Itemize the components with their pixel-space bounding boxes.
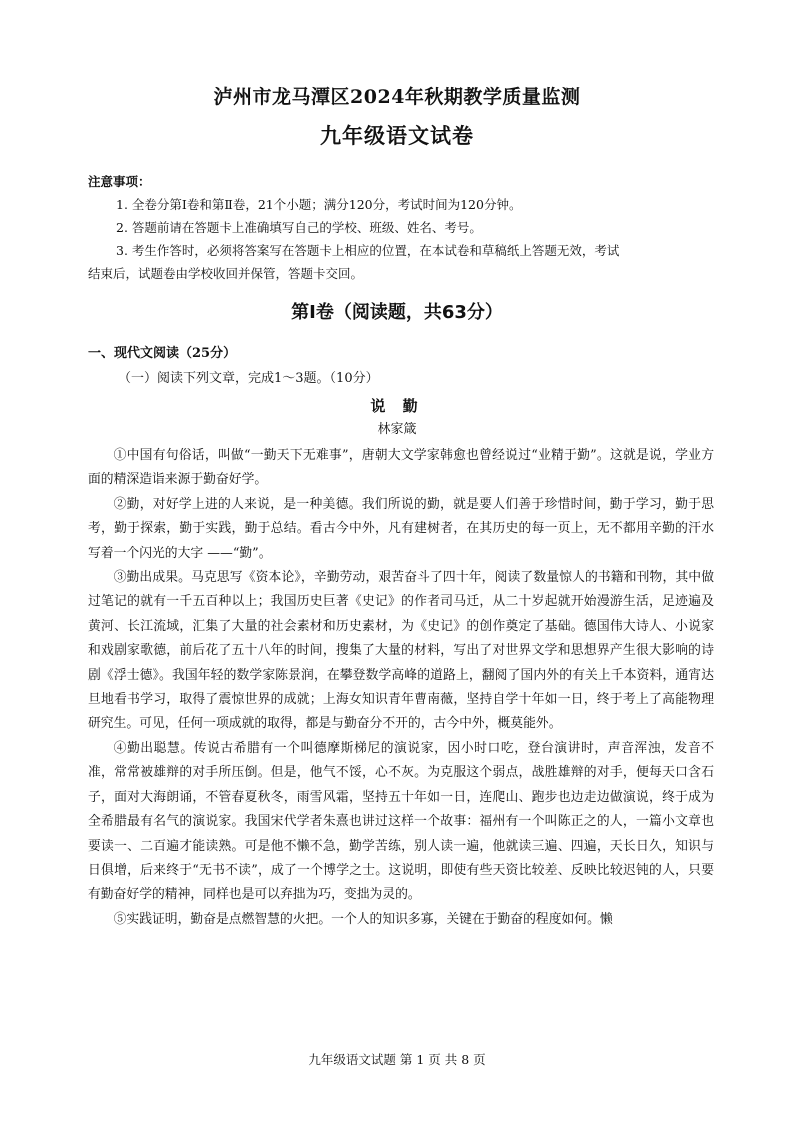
notice-item-3-continued: 结束后，试题卷由学校收回并保管，答题卡交回。 xyxy=(88,266,364,281)
notice-block xyxy=(88,170,718,285)
article-paragraph-2: ②勤，对好学上进的人来说，是一种美德。我们所说的勤，就是要人们善于珍惜时间，勤于学习，勤于思考，勤于探索，勤于实践，勤于总结。看古今中外，凡有建树者，在其历史的每一页上，无不都用辛勤的汗水写着一个闪光的大字 ——“勤”。 xyxy=(88,496,714,561)
article-paragraph-4: ④勤出聪慧。传说古希腊有一个叫德摩斯梯尼的演说家，因小时口吃，登台演讲时，声音浑浊，发音不准，常常被雄辩的对手所压倒。但是，他气不馁，心不灰。为克服这个弱点，战胜雄辩的对手，便每天口含石子，面对大海朗诵，不管春夏秋冬，雨雪风霜，坚持五十年如一日，连爬山、跑步也边走边做演说，终于成为全希腊最有名气的演说家。我国宋代学者朱熹也讲过这样一个故事：福州有一个叫陈正之的人，一篇小文章也要读一、二百遍才能读熟。可是他不懒不急，勤学苦练，别人读一遍，他就读三遍、四遍，天长日久，知识与日俱增，后来终于“无书不读”，成了一个博学之士。这说明，即使有些天资比较差、反映比较迟钝的人，只要有勤奋好学的精神，同样也是可以弃拙为巧，变拙为灵的。 xyxy=(88,740,714,903)
part-heading: 一、现代文阅读（25分） xyxy=(88,346,237,361)
article-paragraph-3: ③勤出成果。马克思写《资本论》，辛勤劳动，艰苦奋斗了四十年，阅读了数量惊人的书籍和刊物，其中做过笔记的就有一千五百种以上；我国历史巨著《史记》的作者司马迁，从二十岁起就开始漫游生活，足迹遍及黄河、长江流域，汇集了大量的社会素材和历史素材，为《史记》的创作奠定了基础。德国伟大诗人、小说家和戏剧家歌德，前后花了五十八年的时间，搜集了大量的材料，写出了对世界文学和思想界产生很大影响的诗剧《浮士德》。我国年轻的数学家陈景润，在攀登数学高峰的道路上，翻阅了国内外的有关上千本资料，通宵达旦地看书学习，取得了震惊世界的成就；上海女知识青年曹南薇，坚持自学十年如一日，终于考上了高能物理研究生。可见，任何一项成就的取得，都是与勤奋分不开的，古今中外，概莫能外。 xyxy=(88,570,714,732)
exam-subtitle: 九年级语文试卷 xyxy=(320,123,474,148)
article-body xyxy=(88,444,714,932)
article-title: 说 勤 xyxy=(370,397,424,415)
section-title: 第Ⅰ卷（阅读题，共63分） xyxy=(291,302,503,323)
notice-item-2: 2. 答题前请在答题卡上准确填写自己的学校、班级、姓名、考号。 xyxy=(116,220,482,235)
article-author: 林家箴 xyxy=(377,422,417,437)
article-paragraph-1: ①中国有句俗话，叫做“一勤天下无难事”，唐朝大文学家韩愈也曾经说过“业精于勤”。这就是说，学业方面的精深造诣来源于勤奋好学。 xyxy=(88,448,714,488)
sub-heading: （一）阅读下列文章，完成1～3题。（10分） xyxy=(118,371,379,386)
notice-item-3: 3. 考生作答时，必须将答案写在答题卡上相应的位置，在本试卷和草稿纸上答题无效，考试 xyxy=(116,243,620,258)
notice-item-1: 1. 全卷分第Ⅰ卷和第Ⅱ卷，21个小题；满分120分，考试时间为120分钟。 xyxy=(116,197,522,212)
article-paragraph-5: ⑤实践证明，勤奋是点燃智慧的火把。一个人的知识多寡，关键在于勤奋的程度如何。懒 xyxy=(113,911,613,927)
notice-heading: 注意事项： xyxy=(88,174,151,189)
page-footer: 九年级语文试题 第 1 页 共 8 页 xyxy=(308,1052,486,1067)
exam-title: 泸州市龙马潭区2024年秋期教学质量监测 xyxy=(213,86,581,108)
